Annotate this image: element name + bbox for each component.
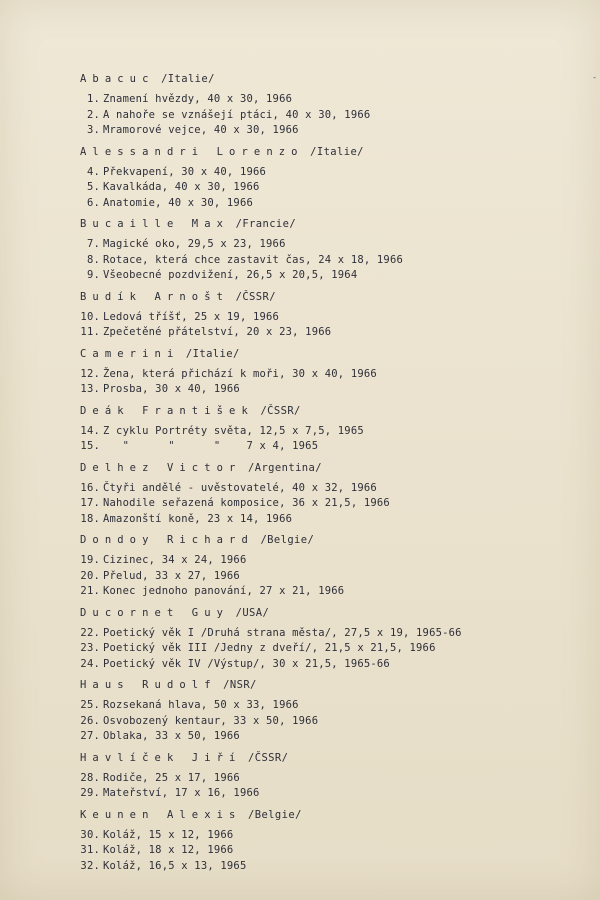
work-number: 16. <box>80 481 100 494</box>
work-item <box>80 657 590 673</box>
works-list <box>80 553 590 600</box>
page-edge-mark: - <box>592 73 597 82</box>
work-number: 20. <box>80 569 100 582</box>
work-number: 29. <box>80 787 100 799</box>
work-number: 14. <box>80 424 100 437</box>
work-number: 26. <box>80 714 100 727</box>
work-number: 5. <box>86 181 100 193</box>
work-item <box>80 367 590 383</box>
works-list <box>80 771 590 802</box>
artist-heading <box>80 534 590 546</box>
work-number: 25. <box>80 699 100 711</box>
work-number: 13. <box>80 383 100 395</box>
artist-heading <box>80 218 590 230</box>
work-number: 7. <box>86 238 100 250</box>
work-item <box>80 553 590 569</box>
work-number: 28. <box>80 771 100 784</box>
artist-name: Keunen Alexis <box>80 808 242 821</box>
artist-name: Budík Arnošt <box>80 290 230 303</box>
work-entry: Z cyklu Portréty světa, 12,5 x 7,5, 1965 <box>103 424 364 437</box>
work-number: 17. <box>80 497 100 509</box>
work-number: 27. <box>80 730 100 742</box>
work-item <box>80 123 590 139</box>
work-entry: Všeobecné pozdvižení, 26,5 x 20,5, 1964 <box>103 269 358 281</box>
work-number: 19. <box>80 554 100 566</box>
work-item <box>80 729 590 745</box>
artist-heading <box>80 679 590 691</box>
works-list <box>80 165 590 212</box>
work-entry: Anatomie, 40 x 30, 1966 <box>103 196 253 209</box>
artist-section <box>80 218 590 284</box>
work-entry: Přelud, 33 x 27, 1966 <box>103 569 240 582</box>
artist-heading <box>80 348 590 360</box>
work-item <box>80 310 590 326</box>
work-entry: Znamení hvězdy, 40 x 30, 1966 <box>103 93 293 105</box>
artist-country: /Belgie/ <box>260 534 315 546</box>
work-number: 8. <box>86 253 100 266</box>
works-list <box>80 367 590 398</box>
works-list <box>80 481 590 528</box>
work-item <box>80 512 590 528</box>
work-item <box>80 496 590 512</box>
work-number: 15. <box>80 440 100 452</box>
work-entry: Rotace, která chce zastavit čas, 24 x 18, 1966 <box>103 253 403 266</box>
artist-section <box>80 534 590 600</box>
artist-country: /ČSSR/ <box>260 404 301 417</box>
works-list <box>80 237 590 284</box>
artist-heading <box>80 146 590 158</box>
work-entry: Rozsekaná hlava, 50 x 33, 1966 <box>103 699 299 711</box>
work-item <box>80 698 590 714</box>
artist-heading <box>80 405 590 417</box>
work-item <box>80 569 590 585</box>
artist-name: Havlíček Jiří <box>80 751 242 764</box>
work-entry: A nahoře se vznášejí ptáci, 40 x 30, 1966 <box>103 108 371 121</box>
work-item <box>80 859 590 875</box>
work-number: 18. <box>80 512 100 525</box>
work-number: 10. <box>80 310 100 323</box>
work-item <box>80 626 590 642</box>
work-number: 9. <box>86 269 100 281</box>
work-number: 22. <box>80 626 100 639</box>
work-item <box>80 382 590 398</box>
artist-section <box>80 73 590 139</box>
artist-section <box>80 146 590 212</box>
artist-name: Ducornet Guy <box>80 606 230 619</box>
work-entry: Koláž, 15 x 12, 1966 <box>103 828 234 841</box>
artist-heading <box>80 752 590 764</box>
artist-name: Alessandri Lorenzo <box>80 145 304 158</box>
work-number: 21. <box>80 585 100 597</box>
work-entry: Nahodile seřazená komposice, 36 x 21,5, 1966 <box>103 497 390 509</box>
work-entry: Ledová tříšť, 25 x 19, 1966 <box>103 310 280 323</box>
work-entry: Překvapení, 30 x 40, 1966 <box>103 165 267 178</box>
work-number: 4. <box>86 165 100 178</box>
work-item <box>80 108 590 124</box>
work-entry: Kavalkáda, 40 x 30, 1966 <box>103 181 260 193</box>
work-item <box>80 325 590 341</box>
artist-heading <box>80 73 590 85</box>
works-list <box>80 828 590 875</box>
work-number: 24. <box>80 657 100 670</box>
artist-country: /NSR/ <box>223 679 257 691</box>
work-entry: Čtyři andělé - uvěstovatelé, 40 x 32, 1966 <box>103 481 377 494</box>
work-number: 1. <box>86 93 100 105</box>
work-item <box>80 641 590 657</box>
works-list <box>80 92 590 139</box>
artist-name: Dondoy Richard <box>80 534 254 546</box>
work-entry: Oblaka, 33 x 50, 1966 <box>103 730 240 742</box>
work-item <box>80 481 590 497</box>
works-list <box>80 698 590 745</box>
works-list <box>80 424 590 455</box>
work-entry: Koláž, 18 x 12, 1966 <box>103 844 234 856</box>
artist-name: Bucaille Max <box>80 218 230 230</box>
work-entry: Magické oko, 29,5 x 23, 1966 <box>103 238 286 250</box>
work-entry: Mramorové vejce, 40 x 30, 1966 <box>103 124 299 136</box>
artist-name: Camerini <box>80 347 180 360</box>
work-number: 3. <box>86 124 100 136</box>
artist-country: /Italie/ <box>161 73 215 85</box>
work-number: 11. <box>80 326 100 338</box>
artist-name: Deák František <box>80 404 254 417</box>
work-entry: " " " 7 x 4, 1965 <box>103 440 319 452</box>
artist-section <box>80 462 590 528</box>
work-number: 6. <box>86 196 100 209</box>
work-entry: Koláž, 16,5 x 13, 1965 <box>103 859 247 872</box>
work-entry: Prosba, 30 x 40, 1966 <box>103 383 240 395</box>
works-list <box>80 626 590 673</box>
work-number: 23. <box>80 642 100 654</box>
artist-country: /Argentina/ <box>248 461 322 474</box>
work-entry: Konec jednoho panování, 27 x 21, 1966 <box>103 585 345 597</box>
work-item <box>80 828 590 844</box>
artist-heading <box>80 291 590 303</box>
artist-country: /ČSSR/ <box>235 290 276 303</box>
artist-country: /Italie/ <box>310 145 364 158</box>
work-entry: Amazonští koně, 23 x 14, 1966 <box>103 512 293 525</box>
work-entry: Zpečetěné přátelství, 20 x 23, 1966 <box>103 326 332 338</box>
work-item <box>80 584 590 600</box>
work-item <box>80 180 590 196</box>
work-item <box>80 237 590 253</box>
work-entry: Poetický věk I /Druhá strana města/, 27,5 x 19, 1965-66 <box>103 626 462 639</box>
artist-name: Haus Rudolf <box>80 679 217 691</box>
artist-heading <box>80 607 590 619</box>
works-list <box>80 310 590 341</box>
artist-country: /Italie/ <box>185 347 240 360</box>
work-number: 12. <box>80 367 100 380</box>
work-item <box>80 165 590 181</box>
work-item <box>80 196 590 212</box>
work-entry: Poetický věk IV /Výstup/, 30 x 21,5, 1965-66 <box>103 657 390 670</box>
artist-country: /Belgie/ <box>248 808 302 821</box>
work-item <box>80 253 590 269</box>
work-entry: Žena, která přichází k moři, 30 x 40, 1966 <box>103 367 377 380</box>
artist-heading <box>80 809 590 821</box>
work-entry: Osvobozený kentaur, 33 x 50, 1966 <box>103 714 319 727</box>
artist-name: Abacuc <box>80 73 155 85</box>
work-item <box>80 714 590 730</box>
work-entry: Rodiče, 25 x 17, 1966 <box>103 771 240 784</box>
work-entry: Mateřství, 17 x 16, 1966 <box>103 787 260 799</box>
artist-section <box>80 679 590 745</box>
work-entry: Poetický věk III /Jedny z dveří/, 21,5 x 21,5, 1966 <box>103 642 436 654</box>
artist-country: /USA/ <box>235 606 270 619</box>
work-number: 2. <box>86 108 100 121</box>
work-number: 30. <box>80 828 100 841</box>
artist-heading <box>80 462 590 474</box>
artist-section <box>80 348 590 398</box>
work-number: 32. <box>80 859 100 872</box>
work-item <box>80 843 590 859</box>
artist-section <box>80 291 590 341</box>
artist-section <box>80 607 590 673</box>
work-item <box>80 439 590 455</box>
artist-country: /Francie/ <box>235 218 297 230</box>
artist-section <box>80 809 590 875</box>
work-number: 31. <box>80 844 100 856</box>
artist-country: /ČSSR/ <box>248 751 289 764</box>
work-item <box>80 771 590 787</box>
artist-section <box>80 405 590 455</box>
artwork-catalogue <box>80 73 590 881</box>
work-item <box>80 92 590 108</box>
artist-section <box>80 752 590 802</box>
work-entry: Cizinec, 34 x 24, 1966 <box>103 554 247 566</box>
work-item <box>80 786 590 802</box>
work-item <box>80 268 590 284</box>
work-item <box>80 424 590 440</box>
artist-name: Delhez Victor <box>80 461 242 474</box>
